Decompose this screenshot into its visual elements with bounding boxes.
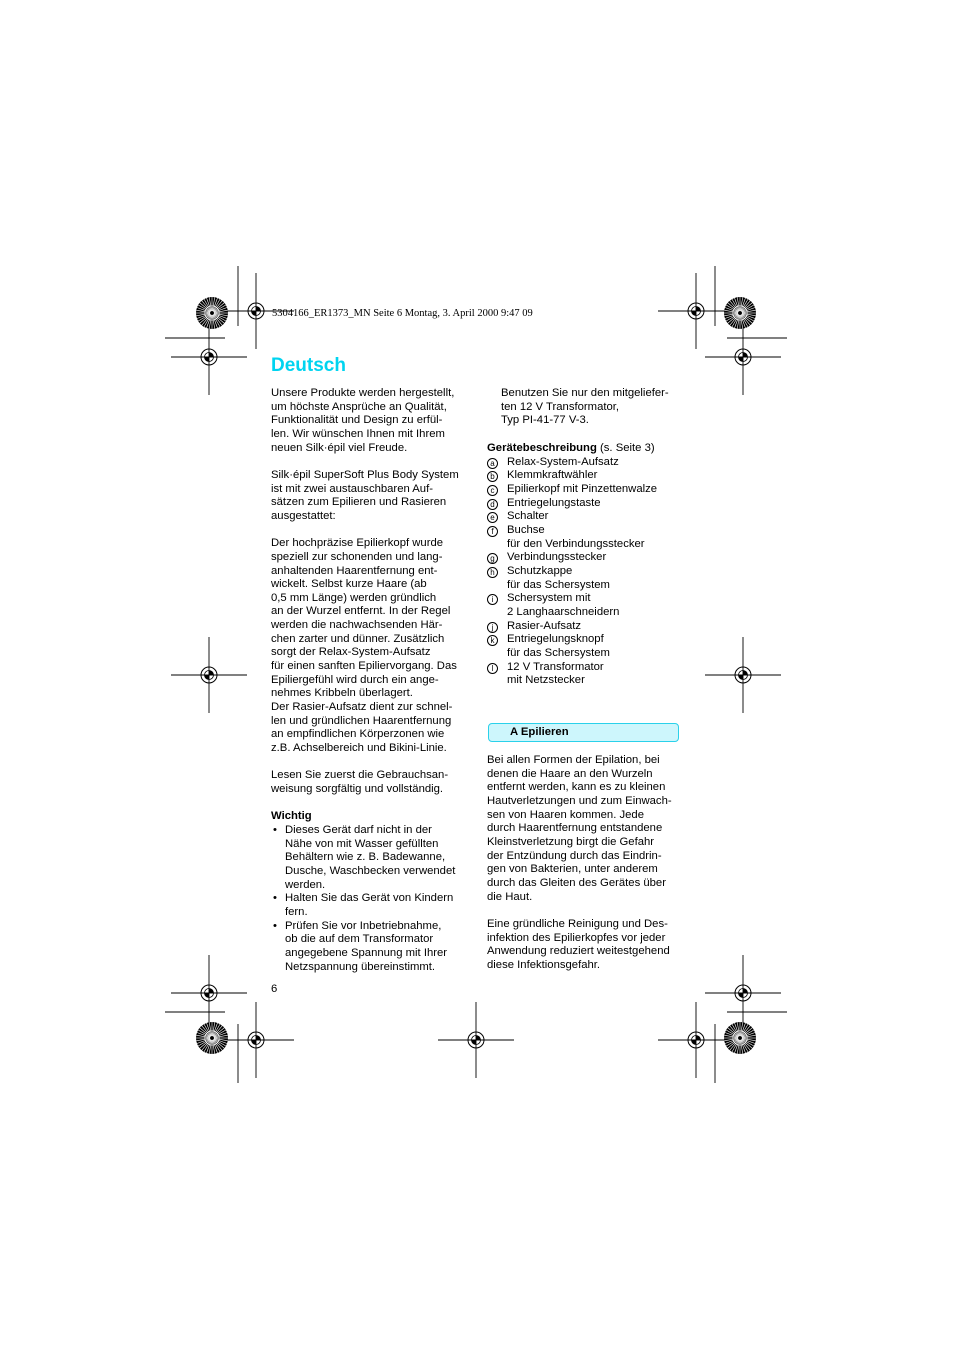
color-rosette-icon [724, 297, 756, 329]
list-item [487, 592, 687, 619]
part-label: Schersystem mit 2 Langhaarschneidern [507, 592, 620, 618]
part-label: Schalter [507, 510, 549, 523]
part-label: Epilierkopf mit Pinzettenwalze [507, 482, 658, 495]
registration-target-icon [705, 637, 781, 713]
part-label: Entriegelungstaste [507, 496, 601, 509]
letter-circle-icon: b [487, 471, 498, 482]
letter-circle-icon: f [487, 526, 498, 537]
page-title: Deutsch [271, 355, 346, 376]
list-item [487, 633, 687, 660]
registration-target-icon [171, 955, 247, 1031]
important-list [271, 824, 471, 974]
list-item [487, 620, 687, 634]
color-rosette-icon [196, 297, 228, 329]
intro-paragraph-4: Lesen Sie zuerst die Gebrauchsan- weisung sorgfältig und vollständig. [271, 769, 449, 795]
registration-target-icon [705, 319, 781, 395]
list-item [487, 524, 687, 551]
parts-list [487, 456, 687, 688]
epilation-paragraph-2: Eine gründliche Reinigung und Des- infektion des Epilierkopfes vor jeder Anwendung reduziert weitestgehend diese Infektionsgefahr. [487, 917, 670, 971]
color-rosette-icon [196, 1022, 228, 1054]
registration-target-icon [438, 1002, 514, 1078]
list-item [487, 497, 687, 511]
part-label: Buchse für den Verbindungsstecker [507, 523, 645, 550]
epilation-paragraph-1: Bei allen Formen der Epilation, bei denen die Haare an den Wurzeln entfernt werden, kann es zu kleinen Hautverletzungen und zum Einwach- sen von Haaren kommen. Jede durch Haarentfernung entstandene Kleinstverletzung birgt die Gefahr der Entzündung durch das Eindrin- gen von Bakterien, unter anderem durch das Gleiten des Gerätes über die Haut. [487, 754, 672, 903]
letter-circle-icon: i [487, 594, 498, 605]
list-item [487, 456, 687, 470]
registration-target-icon [705, 955, 781, 1031]
section-header-bar [488, 723, 679, 742]
list-item [487, 510, 687, 524]
letter-circle-icon: c [487, 485, 498, 496]
intro-paragraph-2: Silk·épil SuperSoft Plus Body System ist mit zwei austauschbaren Auf- sätzen zum Epilieren und Rasieren ausgestattet: [271, 468, 459, 522]
part-label: Rasier-Aufsatz [507, 619, 582, 632]
letter-circle-icon: l [487, 663, 498, 674]
list-item [487, 469, 687, 483]
left-column [271, 387, 471, 974]
list-item [487, 565, 687, 592]
parts-description [487, 442, 687, 688]
registration-target-icon [171, 319, 247, 395]
transformer-note-text: Benutzen Sie nur den mitgeliefer- ten 12 V Transformator, Typ PI-41-77 V-3. [501, 387, 669, 427]
registration-target-icon [658, 1002, 734, 1078]
list-item: • Dieses Gerät darf nicht in der Nähe von mit Wasser gefüllten Behältern wie z. B. Badewanne, Dusche, Waschbecken verwendet werden. [271, 824, 471, 892]
registration-target-icon [658, 273, 734, 349]
list-item: • Prüfen Sie vor Inbetriebnahme, ob die auf dem Transformator angegebene Spannung mit Ihrer Netzspannung übereinstimmt. [271, 920, 471, 975]
important-heading: Wichtig [271, 810, 312, 823]
letter-circle-icon: j [487, 622, 498, 633]
part-label: 12 V Transformator mit Netzstecker [507, 660, 604, 687]
letter-circle-icon: a [487, 458, 498, 469]
registration-target-icon [171, 637, 247, 713]
list-item [487, 661, 687, 688]
page-number: 6 [271, 983, 278, 995]
print-info-line: 5304166_ER1373_MN Seite 6 Montag, 3. April 2000 9:47 09 [272, 308, 533, 319]
letter-circle-icon: h [487, 567, 498, 578]
intro-paragraph-3: Der hochpräzise Epilierkopf wurde speziell zur schonenden und lang- anhaltenden Haarentfernung ent- wickelt. Selbst kurze Haare (ab 0,5 mm Länge) werden gründlich an der Wurzel entfernt. In der Regel werden die nachwachsenden Här- chen zarter und dünner. Zusätzlich sorgt der Relax-System-Aufsatz für einen sanften Epiliervorgang. Das Epiliergefühl wird durch ein ange- nehmes Kribbeln überlagert. Der Rasier-Aufsatz dient zur schnel- len und gründlichen Haarentfernung an empfindlichen Körperzonen wie z.B. Achselbereich und Bikini-Linie. [271, 537, 457, 755]
epilation-text [487, 754, 687, 972]
intro-paragraph-1: Unsere Produkte werden hergestellt, um höchste Ansprüche an Qualität, Funktionalität und Design zu erfül- len. Wir wünschen Ihnen mit Ihrem neuen Silk·épil viel Freude. [271, 387, 455, 454]
section-header-label: A Epilieren [510, 726, 569, 738]
parts-heading: Gerätebeschreibung [487, 442, 597, 454]
list-item: • Halten Sie das Gerät von Kindern fern. [271, 892, 471, 919]
letter-circle-icon: d [487, 499, 498, 510]
part-label: Relax-System-Aufsatz [507, 455, 619, 468]
part-label: Schutzkappe für das Schersystem [507, 564, 610, 591]
registration-target-icon [218, 1002, 294, 1078]
part-label: Klemmkraftwähler [507, 469, 598, 482]
list-item [487, 483, 687, 497]
transformer-note [501, 387, 691, 428]
part-label: Verbindungsstecker [507, 551, 607, 564]
letter-circle-icon: k [487, 635, 498, 646]
part-label: Entriegelungsknopf für das Schersystem [507, 633, 610, 659]
parts-page-ref: (s. Seite 3) [596, 442, 655, 454]
list-item [487, 551, 687, 565]
letter-circle-icon: g [487, 553, 498, 564]
letter-circle-icon: e [487, 512, 498, 523]
color-rosette-icon [724, 1022, 756, 1054]
